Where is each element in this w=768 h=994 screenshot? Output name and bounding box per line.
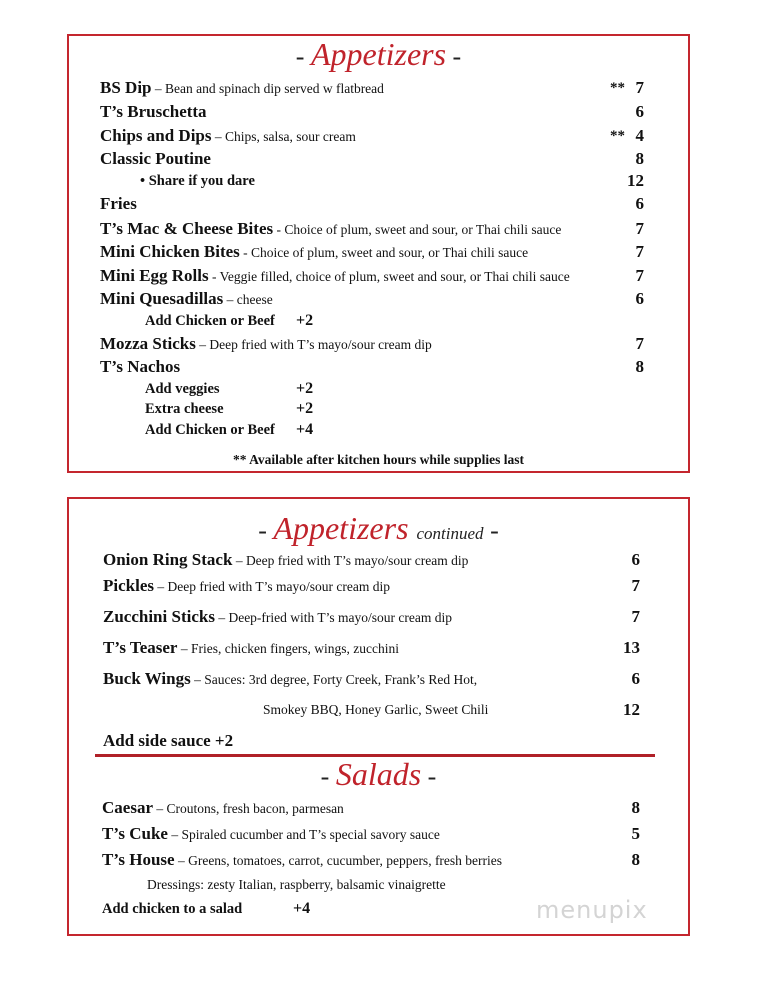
heading-text: Salads: [335, 756, 422, 792]
menu-item: [145, 419, 275, 441]
menu-item: [102, 898, 242, 920]
menu-item: [103, 606, 452, 628]
item-description: – Deep fried with T’s mayo/sour cream dip: [154, 579, 390, 594]
item-price: 7: [631, 607, 640, 626]
menu-item: [102, 823, 440, 845]
menu-item: [102, 797, 344, 819]
menu-item: [263, 699, 488, 721]
item-price: 12: [627, 171, 644, 190]
item-price: 8: [635, 357, 644, 376]
salads-heading: - Salads -: [320, 756, 437, 792]
addon-price: +2: [296, 312, 314, 329]
menu-item: [103, 637, 399, 659]
menu-item: [100, 288, 273, 310]
item-description: – Fries, chicken fingers, wings, zucchini: [177, 641, 400, 656]
footnote: ** Available after kitchen hours while supplies last: [233, 452, 524, 467]
item-name: Caesar: [102, 798, 153, 817]
item-price: 5: [631, 824, 640, 843]
item-description: – Deep fried with T’s mayo/sour cream dip: [232, 553, 469, 568]
heading-text: Appetizers: [273, 510, 409, 546]
menu-item: [147, 874, 446, 896]
item-description: – cheese: [223, 292, 273, 307]
item-name: Mini Quesadillas: [100, 289, 224, 308]
item-price: 7: [635, 242, 644, 261]
item-name: Chips and Dips: [100, 126, 212, 145]
appetizers-heading: - Appetizers -: [295, 36, 462, 72]
availability-mark: **: [610, 128, 625, 144]
item-price: 12: [623, 700, 640, 719]
menu-item: [100, 241, 528, 263]
item-price: 8: [635, 149, 644, 168]
item-name: T’s Teaser: [103, 638, 178, 657]
item-description: – Croutons, fresh bacon, parmesan: [152, 801, 344, 816]
menu-item: [100, 218, 561, 240]
item-price: 8: [631, 850, 640, 869]
item-description: – Bean and spinach dip served w flatbread: [151, 81, 384, 96]
item-name: T’s Mac & Cheese Bites: [100, 219, 274, 238]
item-name: Extra cheese: [145, 401, 224, 417]
item-price: 7: [635, 266, 644, 285]
item-price: 7: [631, 576, 640, 595]
addon-price: +4: [293, 900, 311, 917]
item-description: – Greens, tomatoes, carrot, cucumber, peppers, fresh berries: [174, 853, 503, 868]
item-price: 7: [635, 78, 644, 97]
item-description: – Spiraled cucumber and T’s special savory sauce: [167, 827, 440, 842]
item-price: 6: [631, 550, 640, 569]
menu-item: [145, 310, 275, 332]
item-description: Dressings: zesty Italian, raspberry, balsamic vinaigrette: [147, 877, 446, 892]
menu-item: [102, 849, 502, 871]
item-name: T’s Cuke: [102, 824, 168, 843]
item-name: T’s Nachos: [100, 357, 181, 376]
item-price: 6: [635, 289, 644, 308]
appetizers-continued-heading: - Appetizers continued -: [258, 510, 499, 546]
availability-mark: **: [610, 80, 625, 96]
item-name: Fries: [100, 194, 137, 213]
addon-price: +4: [296, 421, 314, 438]
menu-item: [100, 77, 384, 99]
item-name: T’s House: [102, 850, 175, 869]
item-price: 13: [623, 638, 640, 657]
menu-item: [100, 148, 211, 170]
item-description: – Deep fried with T’s mayo/sour cream dip: [195, 337, 432, 352]
item-name: Add chicken to a salad: [102, 901, 243, 917]
item-name: Buck Wings: [103, 669, 191, 688]
item-name: T’s Bruschetta: [100, 102, 207, 121]
item-price: 7: [635, 334, 644, 353]
item-name: Mini Egg Rolls: [100, 266, 209, 285]
item-name: Add Chicken or Beef: [145, 422, 275, 438]
item-description: – Chips, salsa, sour cream: [211, 129, 356, 144]
item-description: - Veggie filled, choice of plum, sweet and sour, or Thai chili sauce: [208, 269, 570, 284]
menu-item: [140, 170, 255, 192]
item-name: Mozza Sticks: [100, 334, 196, 353]
menu-item: [103, 575, 390, 597]
item-price: 6: [631, 669, 640, 688]
item-name: Onion Ring Stack: [103, 550, 233, 569]
menu-item: [145, 398, 224, 420]
menu-item: [100, 125, 356, 147]
menu-item: [100, 101, 207, 123]
item-name: Add veggies: [145, 381, 220, 397]
item-name: Zucchini Sticks: [103, 607, 215, 626]
menu-item: [100, 356, 180, 378]
menu-item: [103, 668, 477, 690]
item-description: – Deep-fried with T’s mayo/sour cream dip: [214, 610, 453, 625]
item-price: 8: [631, 798, 640, 817]
addon-price: +2: [296, 400, 314, 417]
menu-item: [100, 193, 137, 215]
item-name: Pickles: [103, 576, 154, 595]
menu-item: [103, 730, 233, 752]
item-name: Add Chicken or Beef: [145, 313, 275, 329]
item-price: 7: [635, 219, 644, 238]
item-description: - Choice of plum, sweet and sour, or Thai chili sauce: [273, 222, 562, 237]
menu-item: [100, 265, 570, 287]
item-price: 6: [635, 194, 644, 213]
item-name: Add side sauce +2: [103, 731, 234, 750]
addon-price: +2: [296, 380, 314, 397]
item-name: • Share if you dare: [140, 173, 255, 189]
item-price: 4: [635, 126, 644, 145]
menu-item: [100, 333, 432, 355]
item-name: Classic Poutine: [100, 149, 211, 168]
heading-suffix: continued: [416, 524, 484, 543]
item-name: BS Dip: [100, 78, 152, 97]
menu-item: [103, 549, 468, 571]
item-description: – Sauces: 3rd degree, Forty Creek, Frank’s Red Hot,: [190, 672, 478, 687]
menupix-watermark: menupix: [536, 896, 648, 924]
item-description: Smokey BBQ, Honey Garlic, Sweet Chili: [263, 702, 489, 717]
menu-item: [145, 378, 220, 400]
item-price: 6: [635, 102, 644, 121]
item-description: - Choice of plum, sweet and sour, or Thai chili sauce: [239, 245, 529, 260]
item-name: Mini Chicken Bites: [100, 242, 240, 261]
heading-text: Appetizers: [310, 36, 447, 72]
